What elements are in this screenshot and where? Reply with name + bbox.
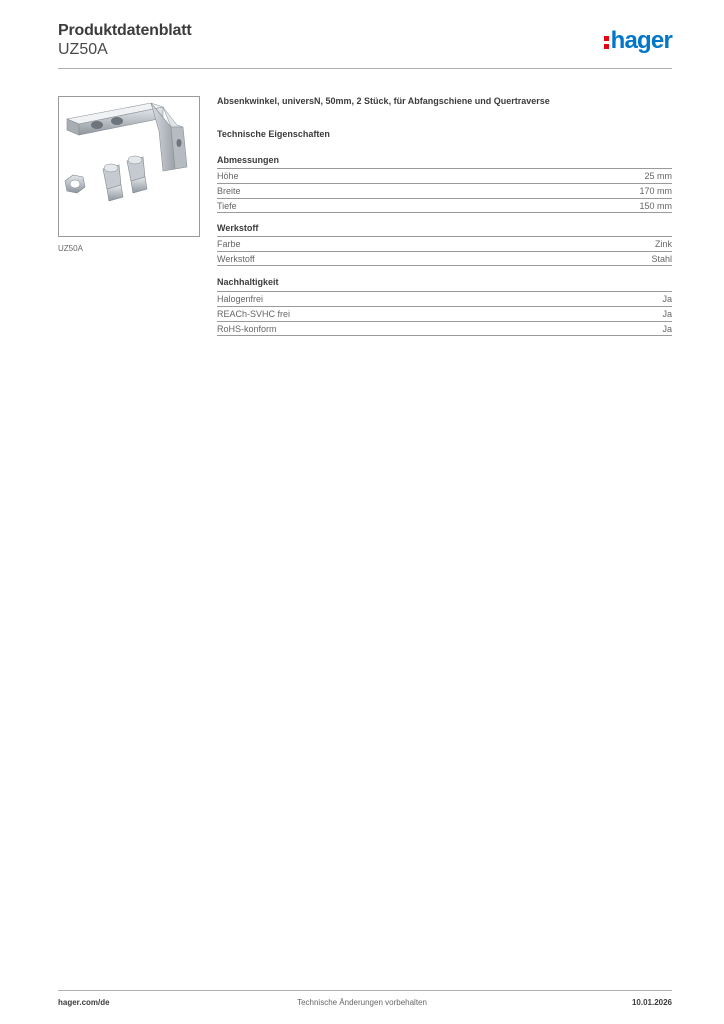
footer-date: 10.01.2026 bbox=[631, 998, 672, 1007]
spec-row bbox=[217, 183, 672, 198]
product-image bbox=[58, 96, 200, 237]
spec-label: Breite bbox=[217, 186, 241, 196]
spec-value: 150 mm bbox=[639, 201, 672, 211]
spec-value: Stahl bbox=[651, 254, 672, 264]
spec-label: Werkstoff bbox=[217, 254, 255, 264]
spec-label: REACh-SVHC frei bbox=[217, 309, 291, 319]
spec-row bbox=[217, 321, 672, 336]
footer-divider bbox=[58, 990, 672, 991]
spec-value: Ja bbox=[662, 309, 672, 319]
product-code: UZ50A bbox=[58, 41, 108, 58]
group-divider bbox=[217, 212, 672, 213]
spec-label: Höhe bbox=[217, 171, 239, 181]
spec-label: RoHS-konform bbox=[217, 324, 277, 334]
footer-notice: Technische Änderungen vorbehalten bbox=[297, 998, 427, 1007]
group-title-abmessungen: Abmessungen bbox=[217, 155, 280, 165]
group-title-werkstoff: Werkstoff bbox=[217, 223, 259, 233]
spec-label: Farbe bbox=[217, 239, 241, 249]
group-divider bbox=[217, 335, 672, 336]
spec-row bbox=[217, 236, 672, 251]
spec-value: Ja bbox=[662, 324, 672, 334]
mounting-bracket-image bbox=[59, 97, 199, 236]
spec-value: Ja bbox=[662, 294, 672, 304]
spec-value: Zink bbox=[654, 239, 672, 249]
footer-website-link[interactable]: hager.com/de bbox=[58, 998, 110, 1007]
image-caption: UZ50A bbox=[58, 244, 83, 253]
document-title: Produktdatenblatt bbox=[58, 22, 192, 39]
spec-row bbox=[217, 168, 672, 183]
spec-row bbox=[217, 251, 672, 266]
spec-row bbox=[217, 198, 672, 213]
product-description: Absenkwinkel, universN, 50mm, 2 Stück, für Abfangschiene und Quertraverse bbox=[217, 96, 550, 106]
group-title-nachhaltigkeit: Nachhaltigkeit bbox=[217, 277, 279, 287]
hager-logo bbox=[604, 28, 672, 54]
spec-value: 25 mm bbox=[644, 171, 672, 181]
spec-row bbox=[217, 291, 672, 306]
specs-heading: Technische Eigenschaften bbox=[217, 129, 330, 139]
page-header bbox=[58, 20, 672, 70]
header-divider bbox=[58, 68, 672, 69]
group-divider bbox=[217, 265, 672, 266]
spec-label: Tiefe bbox=[217, 201, 237, 211]
spec-value: 170 mm bbox=[639, 186, 672, 196]
logo-dots-icon bbox=[604, 34, 609, 50]
logo-text: hager bbox=[610, 27, 672, 54]
spec-label: Halogenfrei bbox=[217, 294, 264, 304]
spec-row bbox=[217, 306, 672, 321]
